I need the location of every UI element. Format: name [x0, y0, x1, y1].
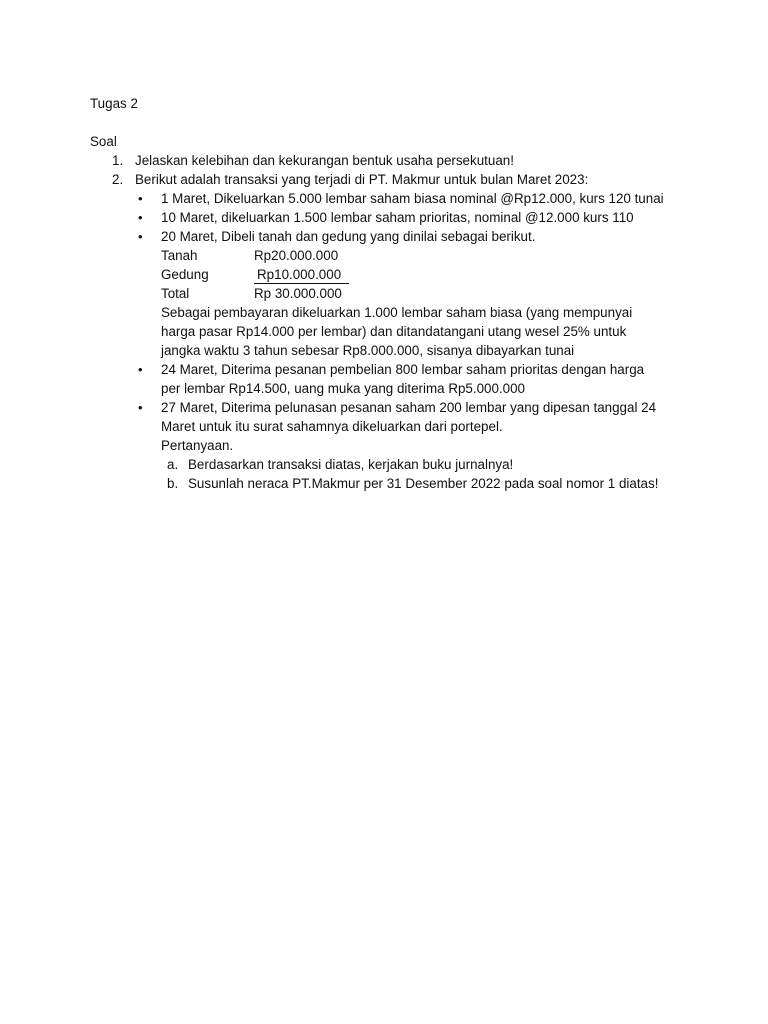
- bullet-icon: •: [138, 400, 143, 415]
- question-1: [90, 151, 730, 170]
- asset-table-value: Rp20.000.000: [254, 248, 339, 263]
- payment-paragraph-line: [90, 322, 730, 341]
- bullet-icon: •: [138, 362, 143, 377]
- asset-table-row-gedung: [90, 265, 730, 284]
- bullet-icon: •: [138, 191, 143, 206]
- section-heading-line: [90, 132, 730, 151]
- bullet-icon: •: [138, 210, 143, 225]
- payment-paragraph-line: [90, 341, 730, 360]
- transaction-5-text: 27 Maret, Diterima pelunasan pesanan saham 200 lembar yang dipesan tanggal 24: [161, 400, 657, 415]
- section-heading: Soal: [90, 134, 117, 149]
- questions-heading: Pertanyaan.: [161, 438, 234, 453]
- sub-question-a-letter: a.: [167, 457, 179, 472]
- transaction-1-text: 1 Maret, Dikeluarkan 5.000 lembar saham biasa nominal @Rp12.000, kurs 120 tunai: [161, 191, 664, 206]
- transaction-bullet-5: [90, 398, 730, 417]
- question-1-number: 1.: [112, 153, 124, 168]
- asset-table-row-total: [90, 284, 730, 303]
- transaction-bullet-2: [90, 208, 730, 227]
- transaction-bullet-4: [90, 360, 730, 379]
- sub-question-b-text: Susunlah neraca PT.Makmur per 31 Desember 2022 pada soal nomor 1 diatas!: [188, 476, 659, 491]
- questions-heading-line: [90, 436, 730, 455]
- sub-question-a: [90, 455, 730, 474]
- bullet-icon: •: [138, 229, 143, 244]
- transaction-bullet-3: [90, 227, 730, 246]
- transaction-4-text: per lembar Rp14.500, uang muka yang diterima Rp5.000.000: [161, 381, 526, 396]
- transaction-4-continuation: [90, 379, 730, 398]
- transaction-2-text: 10 Maret, dikeluarkan 1.500 lembar saham prioritas, nominal @12.000 kurs 110: [161, 210, 634, 225]
- question-2-text: Berikut adalah transaksi yang terjadi di PT. Makmur untuk bulan Maret 2023:: [135, 172, 589, 187]
- question-2: [90, 170, 730, 189]
- payment-paragraph-text: harga pasar Rp14.000 per lembar) dan ditandatangani utang wesel 25% untuk: [161, 324, 627, 339]
- question-2-number: 2.: [112, 172, 124, 187]
- question-1-text: Jelaskan kelebihan dan kekurangan bentuk usaha persekutuan!: [135, 153, 514, 168]
- document-title: Tugas 2: [90, 96, 138, 111]
- transaction-3-text: 20 Maret, Dibeli tanah dan gedung yang dinilai sebagai berikut.: [161, 229, 536, 244]
- asset-table-label: Gedung: [161, 267, 209, 282]
- transaction-5-text: Maret untuk itu surat sahamnya dikeluarkan dari portepel.: [161, 419, 503, 434]
- asset-table-total-value: Rp 30.000.000: [254, 286, 342, 301]
- transaction-bullet-1: [90, 189, 730, 208]
- sub-question-a-text: Berdasarkan transaksi diatas, kerjakan buku jurnalnya!: [188, 457, 514, 472]
- asset-table-row-tanah: [90, 246, 730, 265]
- transaction-5-continuation: [90, 417, 730, 436]
- blank-line: [90, 113, 730, 132]
- document-page: [90, 94, 730, 493]
- document-title-line: [90, 94, 730, 113]
- payment-paragraph-text: jangka waktu 3 tahun sebesar Rp8.000.000, sisanya dibayarkan tunai: [161, 343, 575, 358]
- sub-question-b-letter: b.: [167, 476, 179, 491]
- transaction-4-text: 24 Maret, Diterima pesanan pembelian 800 lembar saham prioritas dengan harga: [161, 362, 645, 377]
- payment-paragraph-text: Sebagai pembayaran dikeluarkan 1.000 lembar saham biasa (yang mempunyai: [161, 305, 633, 320]
- payment-paragraph-line: [90, 303, 730, 322]
- asset-table-value: Rp10.000.000: [257, 267, 342, 282]
- sub-question-b: [90, 474, 730, 493]
- asset-table-label: Tanah: [161, 248, 198, 263]
- asset-table-label: Total: [161, 286, 190, 301]
